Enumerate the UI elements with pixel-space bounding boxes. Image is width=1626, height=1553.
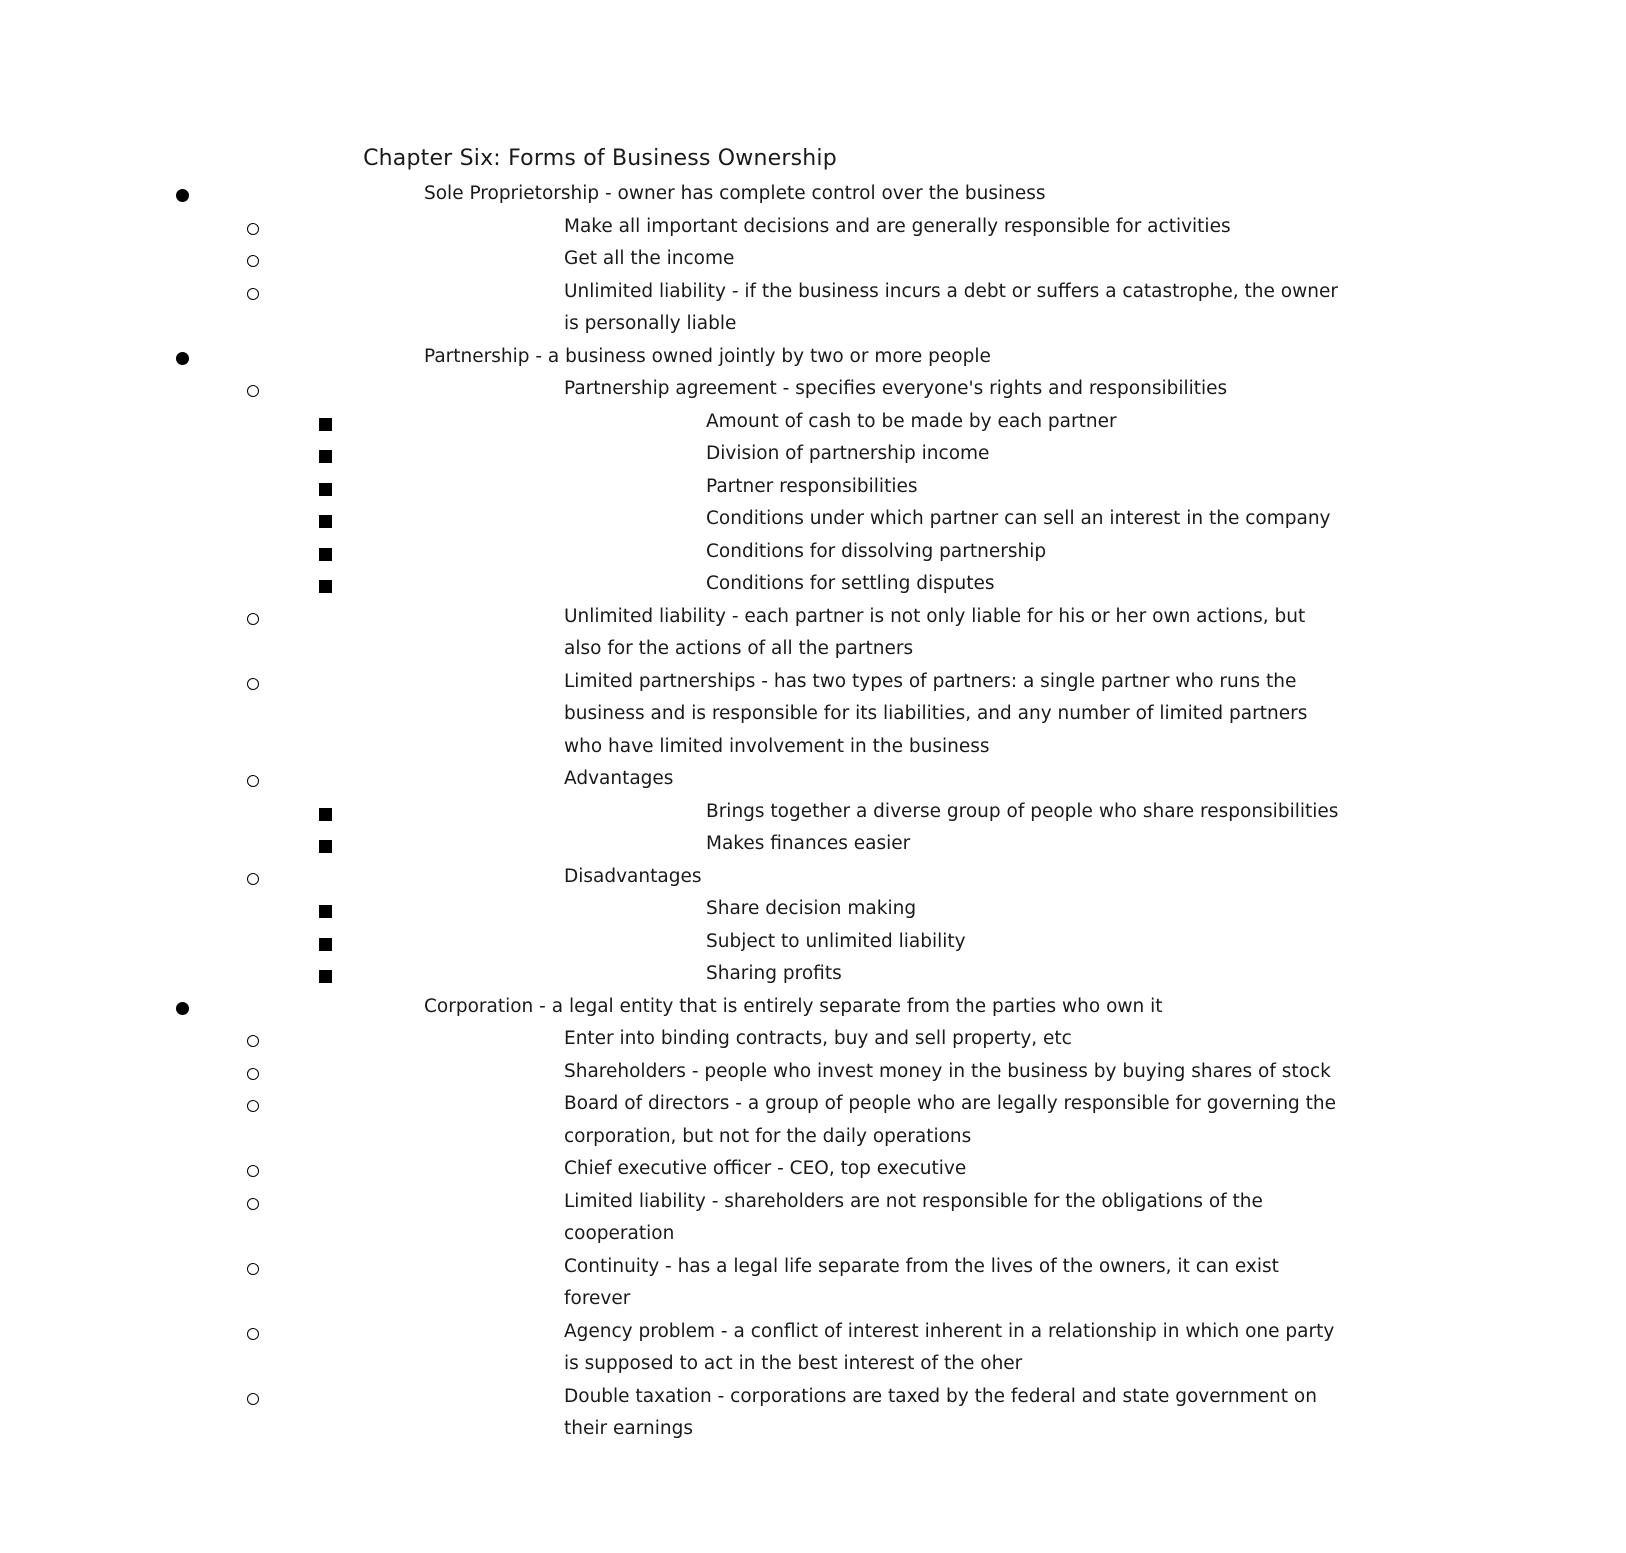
sub-item-content [282,601,1484,666]
section-item-text: Corporation - a legal entity that is entirely separate from the parties who own it [424,995,1163,1017]
section-item-text: Sole Proprietorship - owner has complete control over the business [424,183,1046,204]
sub-item-text: Unlimited liability - each partner is not only liable for his or her own actions, but also for the actions of all the partners [564,605,1306,659]
square-bullet-icon [319,418,332,431]
sub-item-text: Double taxation - corporations are taxed by the federal and state government on their earnings [564,1385,1317,1439]
sub-sub-item-content [353,828,1626,861]
sub-sub-item-content [353,503,1626,536]
sub-item-content [282,276,1484,341]
sub-sub-item [0,438,1200,471]
sub-item-text: Get all the income [564,248,735,269]
sub-item-text: Enter into binding contracts, buy and sell property, etc [564,1028,1072,1049]
square-bullet-icon [319,938,332,951]
section-item-text: Partnership - a business owned jointly by two or more people [424,345,991,367]
sub-item-content [282,666,1484,764]
sub-item-content [282,1056,1484,1089]
sub-sub-item-text: Subject to unlimited liability [706,930,966,952]
circle-bullet-icon [247,255,259,267]
section-item [0,991,1337,1446]
sub-item-content [282,211,1484,244]
sub-item [0,276,1338,341]
sub-sub-item-text: Sharing profits [706,963,842,984]
sub-item-content [282,1251,1484,1316]
sub-sub-item-text: Division of partnership income [706,443,990,464]
sub-item-content [282,1023,1484,1056]
sub-sub-item-content [353,926,1626,959]
sub-item [0,1251,1279,1316]
sub-item [0,1088,1337,1153]
sub-sub-list [0,406,1331,601]
sub-sub-item-content [353,958,1626,991]
circle-bullet-icon [247,1263,259,1275]
circle-bullet-icon [247,873,259,885]
sub-sub-item-text: Makes finances easier [706,833,911,854]
circle-bullet-icon [247,223,259,235]
sub-sub-item-content [353,893,1626,926]
square-bullet-icon [319,515,332,528]
sub-item-content [282,373,1484,406]
sub-item [0,601,1306,666]
sub-item-text: Make all important decisions and are generally responsible for activities [564,215,1231,237]
sub-sub-item-content [353,796,1626,829]
sub-sub-list [0,893,1200,991]
section-item [0,341,1339,991]
document-title: Chapter Six: Forms of Business Ownership [363,146,837,171]
sub-item-content [282,243,1484,276]
sub-sub-item [0,568,1200,601]
circle-bullet-icon [247,1393,259,1405]
sub-item [0,1186,1263,1251]
sub-item [0,1153,1200,1186]
sub-sub-item-content [353,406,1626,439]
sub-list [0,373,1339,991]
sub-sub-item [0,471,1200,504]
circle-bullet-icon [247,1165,259,1177]
square-bullet-icon [319,580,332,593]
sub-sub-item-text: Conditions for settling disputes [706,573,995,594]
sub-item [0,666,1308,764]
square-bullet-icon [319,970,332,983]
sub-item-content [282,763,1484,796]
circle-bullet-icon [247,1035,259,1047]
section-item-content [212,341,1344,374]
sub-item-text: Agency problem - a conflict of interest inherent in a relationship in which one party is supposed to act in the best interest of the oher [564,1320,1335,1374]
sub-sub-item [0,796,1339,829]
square-bullet-icon [319,450,332,463]
circle-bullet-icon [247,1198,259,1210]
sub-item-text: Advantages [564,768,674,789]
disc-bullet-icon [176,189,189,202]
circle-bullet-icon [247,613,259,625]
sub-item-content [282,1381,1484,1446]
sub-sub-list [0,796,1339,861]
sub-item [0,861,1200,991]
circle-bullet-icon [247,775,259,787]
circle-bullet-icon [247,385,259,397]
sub-sub-item-text: Conditions under which partner can sell an interest in the company [706,508,1331,529]
sub-item [0,1316,1335,1381]
disc-bullet-icon [176,1002,189,1015]
circle-bullet-icon [247,678,259,690]
section-item [0,178,1338,341]
section-item-content [212,178,1344,211]
square-bullet-icon [319,808,332,821]
sub-item-content [282,1153,1484,1186]
sub-sub-item-text: Partner responsibilities [706,475,918,497]
sub-sub-item [0,893,1200,926]
sub-sub-item [0,828,1200,861]
sub-item-text: Chief executive officer - CEO, top executive [564,1158,967,1179]
sub-item [0,373,1331,601]
sub-item-text: Limited liability - shareholders are not responsible for the obligations of the cooperation [564,1190,1263,1244]
sub-sub-item-text: Brings together a diverse group of people who share responsibilities [706,800,1339,822]
square-bullet-icon [319,905,332,918]
circle-bullet-icon [247,288,259,300]
square-bullet-icon [319,483,332,496]
sub-item [0,763,1339,861]
sub-sub-item [0,536,1200,569]
sub-item-text: Disadvantages [564,865,702,887]
circle-bullet-icon [247,1328,259,1340]
sub-item-text: Continuity - has a legal life separate from the lives of the owners, it can exist forever [564,1255,1279,1309]
sub-item-text: Shareholders - people who invest money in the business by buying shares of stock [564,1060,1331,1082]
sub-item-text: Unlimited liability - if the business incurs a debt or suffers a catastrophe, the owner is personally liable [564,280,1338,334]
sub-item-content [282,1316,1484,1381]
sub-sub-item-content [353,438,1626,471]
circle-bullet-icon [247,1100,259,1112]
sub-item-content [282,1088,1484,1153]
sub-sub-item-content [353,568,1626,601]
sub-item [0,1381,1317,1446]
sub-item [0,211,1231,244]
sub-item-text: Limited partnerships - has two types of partners: a single partner who runs the business and is responsible for its liabilities, and any number of limited partners who have limited involvement in the business [564,670,1308,757]
sub-sub-item-content [353,471,1626,504]
sub-item [0,1056,1331,1089]
sub-item-text: Board of directors - a group of people who are legally responsible for governing the corporation, but not for the daily operations [564,1093,1337,1147]
sub-sub-item-content [353,536,1626,569]
circle-bullet-icon [247,1068,259,1080]
square-bullet-icon [319,840,332,853]
sub-item-content [282,861,1484,894]
sub-sub-item [0,406,1200,439]
sub-item-text: Partnership agreement - specifies everyone's rights and responsibilities [564,378,1228,399]
sub-list [0,211,1338,341]
sub-list [0,1023,1337,1446]
outline-list [0,178,1339,1446]
section-item-content [212,991,1344,1024]
sub-item-content [282,1186,1484,1251]
sub-item [0,1023,1200,1056]
disc-bullet-icon [176,352,189,365]
square-bullet-icon [319,548,332,561]
sub-sub-item [0,926,1200,959]
sub-sub-item [0,958,1200,991]
sub-sub-item-text: Share decision making [706,898,917,919]
sub-sub-item-text: Amount of cash to be made by each partner [706,410,1117,432]
sub-sub-item [0,503,1331,536]
sub-item [0,243,1200,276]
sub-sub-item-text: Conditions for dissolving partnership [706,540,1047,562]
